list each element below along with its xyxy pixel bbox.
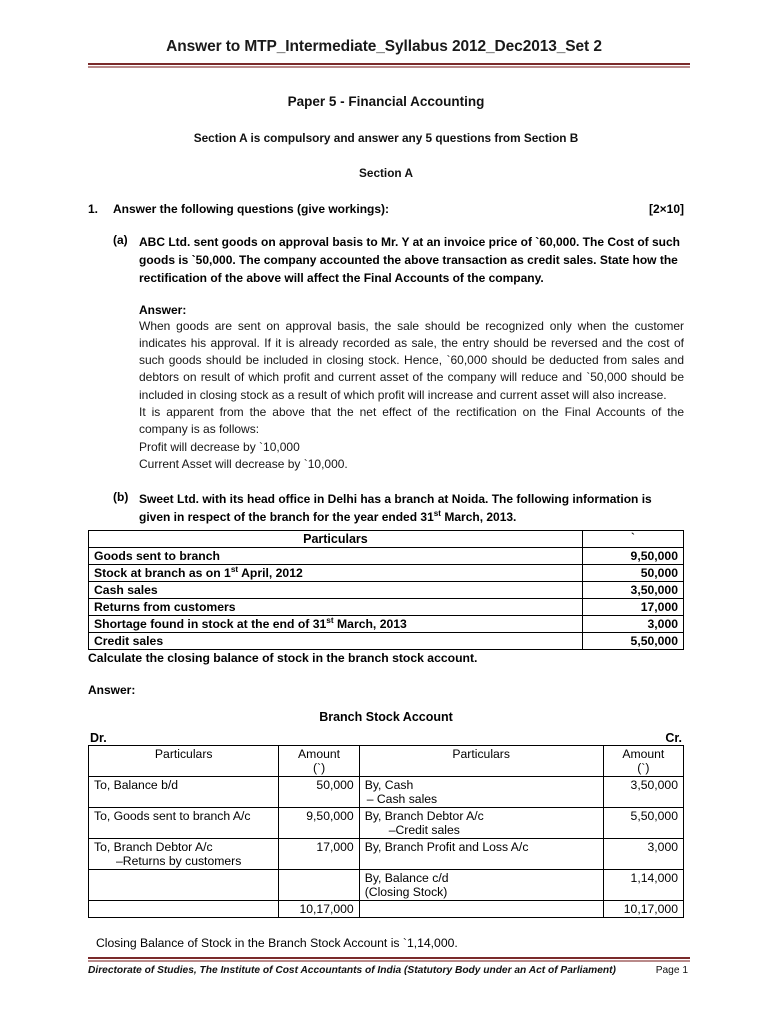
amount-cell-goods-sent: 9,50,000 (582, 548, 683, 565)
part-a-answer-paragraph-1: When goods are sent on approval basis, the sale should be recognized only when the customer indicates his approval. If it is already recorded as sale, the entry should be reversed and the cost of such goods should be included in closing stock. Hence, `60,000 should be deducted from sales and debtors on result of which profit and current asset of the company will reduce and `50,000 should be included in closing stock as a result of which profit will increase and current asset will also increase. (139, 318, 684, 402)
bsa-cr-particulars-2-main: By, Branch Debtor A/c (364, 809, 484, 824)
part-b-question-text-post: March, 2013. (441, 510, 517, 525)
part-a-answer-current-asset-line: Current Asset will decrease by `10,000. (139, 456, 348, 471)
bsa-cr-particulars-2 (359, 808, 603, 839)
part-b-answer-heading: Answer: (88, 683, 136, 698)
branch-stock-account-title: Branch Stock Account (319, 710, 453, 725)
table-row (89, 548, 684, 565)
document-footer (0, 957, 768, 976)
cr-label: Cr. (665, 731, 682, 746)
table-row (89, 633, 684, 650)
question-1-text: Answer the following questions (give workings): (113, 201, 390, 216)
particulars-cell-cash-sales: Cash sales (89, 582, 583, 599)
part-a-block (88, 233, 684, 287)
table-row (89, 582, 684, 599)
part-a-answer-profit-line: Profit will decrease by `10,000 (139, 439, 300, 454)
section-instruction: Section A is compulsory and answer any 5 questions from Section B (193, 130, 579, 145)
part-a-question-text: ABC Ltd. sent goods on approval basis to Mr. Y at an invoice price of `60,000. The Cost of such goods is `50,000. The company accounted the above transaction as credit sales. State how the rectification of the above will affect the Final Accounts of the company. (139, 234, 680, 285)
bsa-cr-amount-3: 3,000 (603, 839, 683, 870)
bsa-header-cr-amount (603, 746, 683, 777)
table-row (89, 839, 684, 870)
particulars-cell-shortage-pre: Shortage found in stock at the end of 31 (94, 617, 327, 632)
particulars-header-particulars: Particulars (89, 531, 583, 548)
particulars-cell-shortage (89, 616, 583, 633)
bsa-dr-particulars-3-sub: –Returns by customers (116, 854, 242, 869)
table-row (89, 777, 684, 808)
particulars-cell-goods-sent: Goods sent to branch (89, 548, 583, 565)
calculate-instruction: Calculate the closing balance of stock in the branch stock account. (88, 651, 478, 666)
footer-row (88, 965, 690, 976)
bsa-total-cr-amount: 10,17,000 (603, 901, 683, 918)
bsa-dr-particulars-3 (89, 839, 279, 870)
bsa-dr-amount-2: 9,50,000 (279, 808, 359, 839)
part-b-question-text (139, 492, 652, 524)
amount-cell-returns: 17,000 (582, 599, 683, 616)
bsa-totals-row (89, 901, 684, 918)
particulars-cell-shortage-post: March, 2013 (333, 617, 407, 632)
bsa-dr-particulars-4 (89, 870, 279, 901)
bsa-header-dr-amount-label: Amount (298, 747, 341, 762)
table-row (89, 616, 684, 633)
particulars-cell-shortage-sup: st (326, 615, 334, 626)
question-1-line (88, 202, 684, 216)
bsa-header-dr-currency: (`) (312, 761, 326, 776)
bsa-dr-particulars-3-main: To, Branch Debtor A/c (94, 840, 213, 855)
particulars-cell-opening-stock-sup: st (230, 564, 239, 575)
particulars-header-currency: ` (582, 531, 683, 548)
footer-page-number: Page 1 (655, 965, 688, 976)
bsa-header-cr-amount-label: Amount (622, 747, 665, 762)
part-b-question-text-pre: Sweet Ltd. with its head office in Delhi has a branch at Noida. The following information is given in respect of the branch for the year ended 31 (139, 492, 652, 525)
section-a-label: Section A (359, 165, 413, 180)
bsa-header-cr-currency: (`) (637, 761, 650, 776)
bsa-header-dr-amount (279, 746, 359, 777)
particulars-table-header-row (89, 531, 684, 548)
bsa-dr-particulars-1-main: To, Balance b/d (94, 778, 179, 793)
closing-balance-note: Closing Balance of Stock in the Branch Stock Account is `1,14,000. (96, 936, 458, 951)
bsa-total-dr-amount: 10,17,000 (279, 901, 359, 918)
particulars-table (88, 530, 684, 650)
bsa-cr-amount-4: 1,14,000 (603, 870, 683, 901)
amount-cell-shortage: 3,000 (582, 616, 683, 633)
bsa-total-dr-particulars (89, 901, 279, 918)
part-a-answer-heading: Answer: (139, 302, 187, 317)
branch-stock-account-table (88, 745, 684, 918)
particulars-cell-opening-stock (89, 565, 583, 582)
dr-label: Dr. (90, 731, 107, 746)
part-a-answer (88, 303, 684, 473)
amount-cell-cash-sales: 3,50,000 (582, 582, 683, 599)
document-content (0, 94, 768, 951)
paper-title: Paper 5 - Financial Accounting (287, 93, 485, 109)
bsa-header-row (89, 746, 684, 777)
bsa-cr-particulars-3 (359, 839, 603, 870)
bsa-cr-particulars-3-main: By, Branch Profit and Loss A/c (364, 840, 529, 855)
header-rule-divider (88, 63, 690, 68)
bsa-header-dr-particulars: Particulars (89, 746, 279, 777)
bsa-cr-amount-2: 5,50,000 (603, 808, 683, 839)
part-a-label: (a) (113, 232, 128, 247)
bsa-header-cr-particulars: Particulars (359, 746, 603, 777)
particulars-cell-opening-stock-pre: Stock at branch as on 1 (94, 566, 231, 581)
bsa-total-cr-particulars (359, 901, 603, 918)
bsa-cr-particulars-4-sub: (Closing Stock) (364, 885, 448, 900)
question-1-marks: [2×10] (648, 201, 684, 216)
table-row (89, 565, 684, 582)
bsa-cr-particulars-2-sub: –Credit sales (388, 823, 460, 838)
footer-institution-text: Directorate of Studies, The Institute of Cost Accountants of India (Statutory Body under an Act of Parliament) (88, 965, 616, 976)
bsa-dr-particulars-2 (89, 808, 279, 839)
footer-rule-divider (88, 957, 690, 962)
dr-cr-labels-row (88, 731, 684, 745)
document-header (0, 0, 768, 68)
particulars-cell-opening-stock-post: April, 2012 (238, 566, 303, 581)
bsa-cr-particulars-1 (359, 777, 603, 808)
bsa-cr-amount-1: 3,50,000 (603, 777, 683, 808)
document-title: Answer to MTP_Intermediate_Syllabus 2012_Dec2013_Set 2 (166, 38, 602, 55)
table-row (89, 870, 684, 901)
question-1-number: 1. (88, 201, 99, 216)
bsa-dr-particulars-2-main: To, Goods sent to branch A/c (94, 809, 251, 824)
bsa-cr-particulars-4 (359, 870, 603, 901)
table-row (89, 808, 684, 839)
bsa-cr-particulars-1-main: By, Cash (364, 778, 414, 793)
table-row (89, 599, 684, 616)
particulars-cell-returns: Returns from customers (89, 599, 583, 616)
bsa-dr-amount-3: 17,000 (279, 839, 359, 870)
part-b-date-superscript: st (433, 509, 442, 519)
part-a-answer-paragraph-2: It is apparent from the above that the net effect of the rectification on the Final Accounts of the company is as follows: (139, 405, 684, 437)
part-b-block (88, 490, 684, 526)
bsa-dr-amount-4 (279, 870, 359, 901)
bsa-dr-particulars-1 (89, 777, 279, 808)
amount-cell-credit-sales: 5,50,000 (582, 633, 683, 650)
bsa-cr-particulars-4-main: By, Balance c/d (364, 871, 449, 886)
part-b-label: (b) (113, 490, 129, 505)
bsa-cr-particulars-1-sub: – Cash sales (366, 792, 438, 807)
bsa-dr-amount-1: 50,000 (279, 777, 359, 808)
amount-cell-opening-stock: 50,000 (582, 565, 683, 582)
particulars-cell-credit-sales: Credit sales (89, 633, 583, 650)
